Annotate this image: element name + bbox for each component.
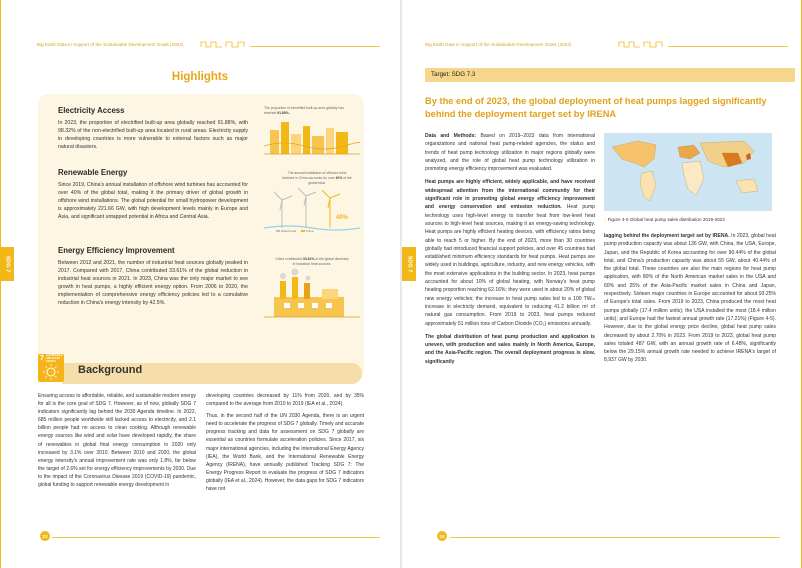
electricity-caption: The proportion of electrified built-up area globally has reached 91.88%. bbox=[264, 106, 344, 115]
background-column-2 bbox=[206, 392, 364, 497]
sdg-badge-number: 7 bbox=[40, 355, 44, 362]
world-map-icon bbox=[604, 133, 772, 211]
target-label: Target: SDG 7.3 bbox=[431, 71, 476, 78]
background-paragraph-1: Ensuring access to affordable, reliable, and sustainable modern energy for all is the core goal of SDG 7. However, as of now, globally SDG 7 indicators significantly lag behind the 2030 Agenda timeline. In 2022, 685 million people worldwide still lacked access to electricity, and 2.1 billion people had no access to clean cooking. Although renewable energy sources like wind and solar have developed rapidly, the share of renewables in global final energy consumption in 2020 only increased by 3.1% over 2010. Between 2010 and 2020, the global energy intensity's annual improvement rate was only 1.8%, far below the target of 2.6% set for energy efficiency improvements by 2030. Due to the impact of the Coronavirus Disease 2019 (COVID-19) pandemic, global funding to support renewable energy development in bbox=[38, 393, 196, 489]
distribution-bold: The global distribution of heat pump production and application is uneven, with production and sales mainly in North America, Europe, and the Asia-Pacific region. The overall deployment progress is slow, significantly bbox=[425, 333, 595, 365]
right-column-1 bbox=[425, 132, 595, 371]
caption-arrow-icon: ↑ bbox=[604, 217, 607, 222]
wind-turbine-icon bbox=[264, 186, 360, 232]
heat-pump-map bbox=[604, 133, 772, 211]
left-page bbox=[0, 0, 400, 568]
sdg-badge-text: AFFORDABLE AND CLEAN ENERGY bbox=[46, 354, 63, 363]
target-bar bbox=[425, 68, 795, 82]
sdg-side-tab-right: SDG 7 bbox=[402, 247, 416, 281]
capacity-paragraph bbox=[604, 232, 776, 365]
factory-icon bbox=[264, 267, 360, 319]
industry-illustration bbox=[264, 257, 360, 324]
legend-swatch-china bbox=[301, 230, 305, 232]
footer-rule-right bbox=[450, 537, 780, 538]
sdg-side-tab: SDG 7 bbox=[0, 247, 14, 281]
running-header-right: Big Earth Data in Support of the Sustainable Development Goals (2024) bbox=[425, 42, 572, 47]
electricity-illustration bbox=[264, 106, 360, 161]
wind-legend: Global total China bbox=[276, 229, 314, 233]
section-text-efficiency: Between 2012 and 2021, the number of industrial heat sources globally peaked in 2017. Compared with 2017, China contributed 33.61% of the global reduction in industrial heat sources in 2021. In 2023, China was the only major market to see growth in heat pumps, a highly efficient energy option. From 2006 to 2020, the implementation of comprehensive energy efficiency policies led to a cumulative reduction in China's energy intensity by 42.5%. bbox=[58, 260, 248, 307]
section-text-electricity: In 2023, the proportion of electrified built-up area globally reached 91.88%, with 98.32% of the non-electrified built-up area located in rural areas. Electricity supply in developing countries is more vulnerable to external factors such as major natural disasters. bbox=[58, 120, 248, 151]
methods-text: Based on 2019–2023 data from international organizations and national heat pump-related agencies, the status and trends of heat pump technology utilization in major regions globally were analyzed, and the role of global heat pump technology utilization in promoting energy efficiency improvement was evaluated. bbox=[425, 133, 595, 173]
industry-caption: China contributed 33.61% of the global decrease in industrial heat sources. bbox=[275, 257, 349, 266]
background-column-1 bbox=[38, 392, 196, 493]
methods-label: Data and Methods: bbox=[425, 133, 477, 139]
footer-rule-left bbox=[52, 537, 380, 538]
wind-illustration bbox=[264, 171, 360, 237]
figure-caption: ↑ Figure 4-5 Global heat pump sales distribution 2019-2023 bbox=[604, 217, 725, 222]
running-header: Big Earth Data in Support of the Sustainable Development Goals (2024) bbox=[37, 42, 184, 47]
capacity-bold: lagging behind the deployment target set by IRENA. bbox=[604, 233, 730, 239]
right-column-2 bbox=[604, 232, 776, 370]
header-decoration-icon bbox=[200, 40, 250, 48]
highlights-title: Highlights bbox=[171, 71, 229, 83]
background-title: Background bbox=[78, 364, 143, 376]
header-rule-right bbox=[668, 46, 788, 47]
distribution-paragraph bbox=[425, 333, 595, 366]
section-text-renewable: Since 2019, China's annual installation of offshore wind turbines has accounted for over 40% of the global total, making it the primary driver of global growth in offshore wind installations. The global potential for small hydropower development is approximately 221.66 GW, with high development levels mainly in Europe and Asia, and significant untapped potential in Africa and Central Asia. bbox=[58, 182, 248, 221]
section-heading-renewable: Renewable Energy bbox=[58, 168, 128, 177]
header-rule bbox=[250, 46, 380, 47]
city-skyline-icon bbox=[264, 116, 360, 156]
background-paragraph-3: Thus, in the second half of the UN 2030 Agenda, there is an urgent need to accelerate the progress of SDG 7 globally. Timely and accurate progress tracking and data for assessment on SDG 7 globally are essential as countries formulate acceleration policies. Since 2017, six major international agencies, including the International Energy Agency (IEA), the World Bank, and the International Renewable Energy Agency (IRENA), have annually published Tracking SDG 7: The Energy Progress Report to evaluate the progress of SDG 7 indicators globally (IEA et al., 2024). However, the data gaps for SDG 7 indicators have not bbox=[206, 413, 364, 493]
page-border-left bbox=[0, 0, 1, 568]
heat-pump-bold: Heat pumps are highly efficient, widely applicable, and have received widespread attention from the international community for their significant role in promoting global energy efficiency improvement and energy conservation and emission reduction. bbox=[425, 179, 595, 211]
heat-pump-text: Heat pump technology uses high-level energy to transfer heat from low-level heat sources to high-level heat sources, making it an energy-saving technology. Heat pumps are highly efficient heating devices, with efficiency ratios being able to reach 5 or higher. By the end of 2023, more than 30 countries globally had introduced financial support policies, and over 45 countries had established minimum efficiency standards for heat pumps. Heat pumps are widely used in buildings, agriculture, industry, and new energy vehicles, with the most extensive applications in the building sector. In 2023, heat pumps accounted for about 10% of global heating, with Norway's heat pump heating proportion reaching 62.16%; they were used in about 20% of global new energy vehicles; the increase in heat pump sales led to a 100 TWₜₕ increase in electricity demand, equivalent to reducing 41.2 billion m³ of natural gas consumption. From 2019 to 2023, heat pumps reduced approximately 51 million tons of Carbon Dioxide (CO₂) emissions annually. bbox=[425, 204, 595, 327]
heat-pump-paragraph bbox=[425, 178, 595, 327]
methods-paragraph bbox=[425, 132, 595, 173]
page-number-left: 22 bbox=[40, 531, 50, 541]
wind-caption: The annual installation of offshore wind turbines in China accounts for over 40% of the global total. bbox=[282, 171, 352, 185]
background-paragraph-2: developing countries decreased by 11% from 2020, and by 35% compared to the average from 2010 to 2019 (IEA et al., 2024). bbox=[206, 393, 364, 408]
wind-percent-label: 40% bbox=[336, 215, 349, 221]
header-decoration-right-icon bbox=[618, 40, 668, 48]
section-heading-electricity: Electricity Access bbox=[58, 106, 125, 115]
right-page-title: By the end of 2023, the global deployment of heat pumps lagged significantly behind the deployment target set by IRENA bbox=[425, 96, 767, 119]
capacity-text: In 2023, global heat pump production capacity was about 136 GW, with China, the USA, Europe, Japan, and the Republic of Korea accounting for over 90.44% of the global total, and China's production capacity was about 55 GW, about 40.44% of the global total. These countries are also the main regions for heat pump application, with 80% of the North American market sales in the USA and 60% and 25% of the Asia-Pacific market sales in China and Japan, respectively. Sixteen major countries in Europe accounted for about 93.25% of Europe's total sales. From 2019 to 2023, China produced the most heat pumps globally (17.4 million units); the USA installed the most (18.4 million units); and Europe had the fastest annual growth rate (17.21%) (Figure 4-5). However, due to the global energy price decline, global heat pump sales decreased by about 2.70% in 2023. From 2019 to 2023, global heat pump sales totaled 487 GW, with an annual growth rate of 6.48%, significantly below the 29.15% annual growth rate needed to achieve IRENA's target of 8,937 GW by 2030. bbox=[604, 233, 776, 364]
page-number-right: 24 bbox=[437, 531, 447, 541]
section-heading-efficiency: Energy Efficiency Improvement bbox=[58, 246, 175, 255]
legend-swatch-global bbox=[276, 230, 280, 232]
